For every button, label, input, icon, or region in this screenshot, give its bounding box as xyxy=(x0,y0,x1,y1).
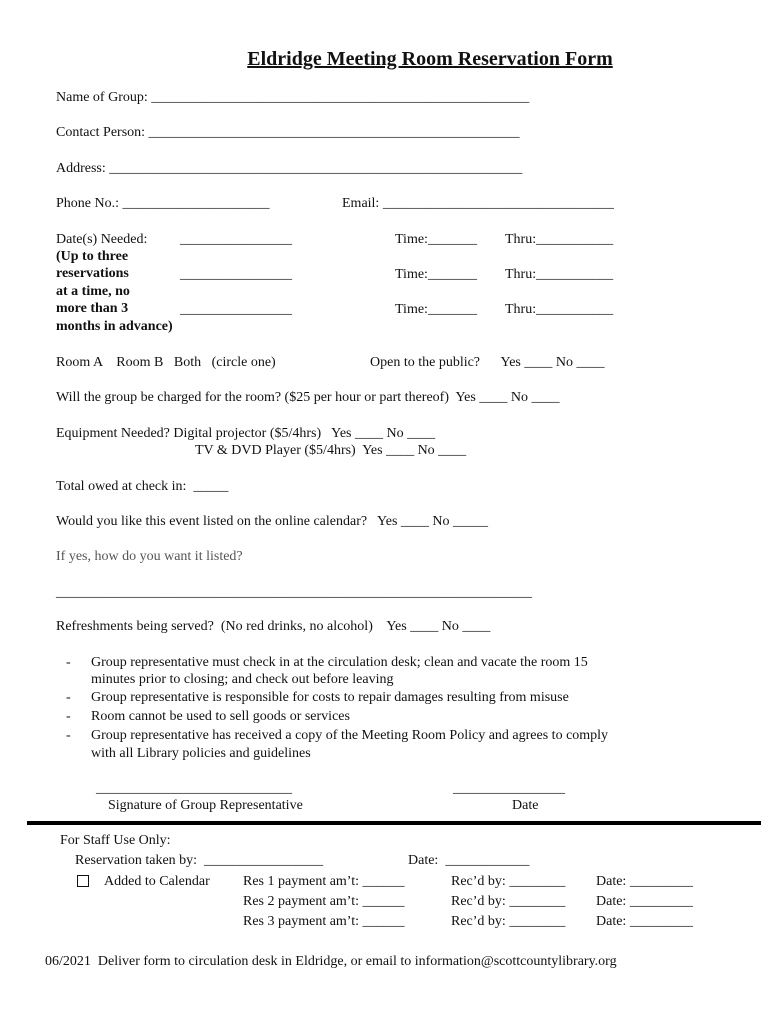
rule-bullet: - xyxy=(66,655,71,670)
time-field-3[interactable]: Time:_______ xyxy=(395,302,477,317)
refreshments-field[interactable]: Refreshments being served? (No red drinks, no alcohol) Yes ____ No ____ xyxy=(56,619,491,634)
time-field-1[interactable]: Time:_______ xyxy=(395,232,477,247)
dates-note-line-5: months in advance) xyxy=(56,319,173,334)
rule-item-continued: with all Library policies and guidelines xyxy=(91,746,311,761)
dates-needed-label: Date(s) Needed: xyxy=(56,232,148,247)
reservation-taken-by-field[interactable]: Reservation taken by: _________________ xyxy=(75,853,324,868)
dates-note-line-3: at a time, no xyxy=(56,284,130,299)
rule-bullet: - xyxy=(66,709,71,724)
rule-bullet: - xyxy=(66,728,71,743)
added-to-calendar-checkbox[interactable] xyxy=(77,875,89,887)
rule-item-continued: minutes prior to closing; and check out before leaving xyxy=(91,672,394,687)
signature-line[interactable]: ____________________________ xyxy=(96,781,292,796)
name-of-group-field[interactable]: Name of Group: ______________________________________________________ xyxy=(56,90,530,105)
signature-date-line[interactable]: ________________ xyxy=(453,781,565,796)
date-blank-2[interactable]: ________________ xyxy=(180,267,292,282)
recd-by-field[interactable]: Rec’d by: ________ xyxy=(451,894,566,909)
rule-item: Group representative is responsible for costs to repair damages resulting from misuse xyxy=(91,690,569,705)
charged-field[interactable]: Will the group be charged for the room? ($25 per hour or part thereof) Yes ____ No ____ xyxy=(56,390,560,405)
thru-field-3[interactable]: Thru:___________ xyxy=(505,302,614,317)
dates-note-line-2: reservations xyxy=(56,266,129,281)
address-field[interactable]: Address: ___________________________________________________________ xyxy=(56,161,523,176)
rule-item: Group representative has received a copy of the Meeting Room Policy and agrees to comply xyxy=(91,728,609,743)
equipment-line-2[interactable]: TV & DVD Player ($5/4hrs) Yes ____ No ____ xyxy=(195,443,467,458)
form-title: Eldridge Meeting Room Reservation Form xyxy=(247,48,613,70)
staff-section-divider xyxy=(27,821,761,825)
date-blank-3[interactable]: ________________ xyxy=(180,302,292,317)
online-calendar-field[interactable]: Would you like this event listed on the online calendar? Yes ____ No _____ xyxy=(56,514,489,529)
signature-date-label: Date xyxy=(512,798,539,813)
time-field-2[interactable]: Time:_______ xyxy=(395,267,477,282)
rule-bullet: - xyxy=(66,690,71,705)
res-payment-field[interactable]: Res 2 payment am’t: ______ xyxy=(243,894,405,909)
payment-date-field[interactable]: Date: _________ xyxy=(596,894,693,909)
room-options[interactable]: Room A Room B Both (circle one) xyxy=(56,355,276,370)
equipment-line-1[interactable]: Equipment Needed? Digital projector ($5/4hrs) Yes ____ No ____ xyxy=(56,426,436,441)
total-owed-field[interactable]: Total owed at check in: _____ xyxy=(56,479,229,494)
recd-by-field[interactable]: Rec’d by: ________ xyxy=(451,914,566,929)
recd-by-field[interactable]: Rec’d by: ________ xyxy=(451,874,566,889)
added-to-calendar-label: Added to Calendar xyxy=(104,874,210,889)
staff-date-field[interactable]: Date: ____________ xyxy=(408,853,530,868)
listing-blank[interactable]: ____________________________________________________________________ xyxy=(56,585,532,600)
footer-note: 06/2021 Deliver form to circulation desk in Eldridge, or email to information@scottcountylibrary.org xyxy=(45,954,617,969)
email-field[interactable]: Email: _________________________________ xyxy=(342,196,614,211)
listing-question: If yes, how do you want it listed? xyxy=(56,549,243,564)
date-blank-1[interactable]: ________________ xyxy=(180,232,292,247)
payment-date-field[interactable]: Date: _________ xyxy=(596,914,693,929)
signature-label: Signature of Group Representative xyxy=(108,798,303,813)
res-payment-field[interactable]: Res 1 payment am’t: ______ xyxy=(243,874,405,889)
phone-field[interactable]: Phone No.: _____________________ xyxy=(56,196,270,211)
rule-item: Room cannot be used to sell goods or services xyxy=(91,709,350,724)
staff-use-heading: For Staff Use Only: xyxy=(60,833,171,848)
contact-person-field[interactable]: Contact Person: _____________________________________________________ xyxy=(56,125,520,140)
dates-note-line-1: (Up to three xyxy=(56,249,129,264)
dates-note-line-4: more than 3 xyxy=(56,301,129,316)
thru-field-2[interactable]: Thru:___________ xyxy=(505,267,614,282)
rule-item: Group representative must check in at the circulation desk; clean and vacate the room 15 xyxy=(91,655,588,670)
res-payment-field[interactable]: Res 3 payment am’t: ______ xyxy=(243,914,405,929)
open-to-public-field[interactable]: Open to the public? Yes ____ No ____ xyxy=(370,355,605,370)
payment-date-field[interactable]: Date: _________ xyxy=(596,874,693,889)
thru-field-1[interactable]: Thru:___________ xyxy=(505,232,614,247)
